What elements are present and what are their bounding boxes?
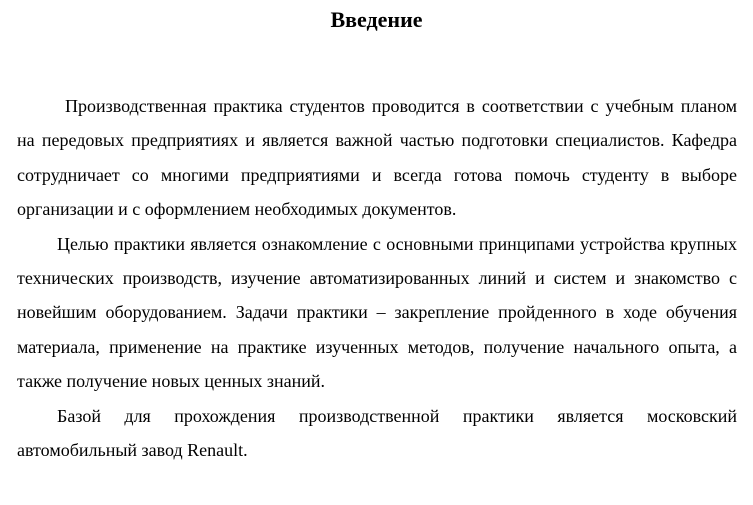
document-title: Введение: [330, 7, 423, 32]
paragraph-internship-overview: Производственная практика студентов проводится в соответствии с учебным планом на передовых предприятиях и является важной частью подготовки специалистов. Кафедра сотрудничает со многими предприятиями и всегда готова помочь студенту в выборе организации и с оформлением необходимых документов.: [17, 96, 737, 220]
paragraph-internship-goals: Целью практики является ознакомление с основными принципами устройства крупных технических производств, изучение автоматизированных линий и систем и знакомство с новейшим оборудованием. Задачи практики – закрепление пройденного в ходе обучения материала, применение на практике изученных методов, получение начального опыта, а также получение новых ценных знаний.: [17, 233, 737, 392]
document-body: [17, 89, 737, 467]
paragraph-internship-base: Базой для прохождения производственной практики является московский автомобильный завод Renault.: [17, 405, 737, 461]
